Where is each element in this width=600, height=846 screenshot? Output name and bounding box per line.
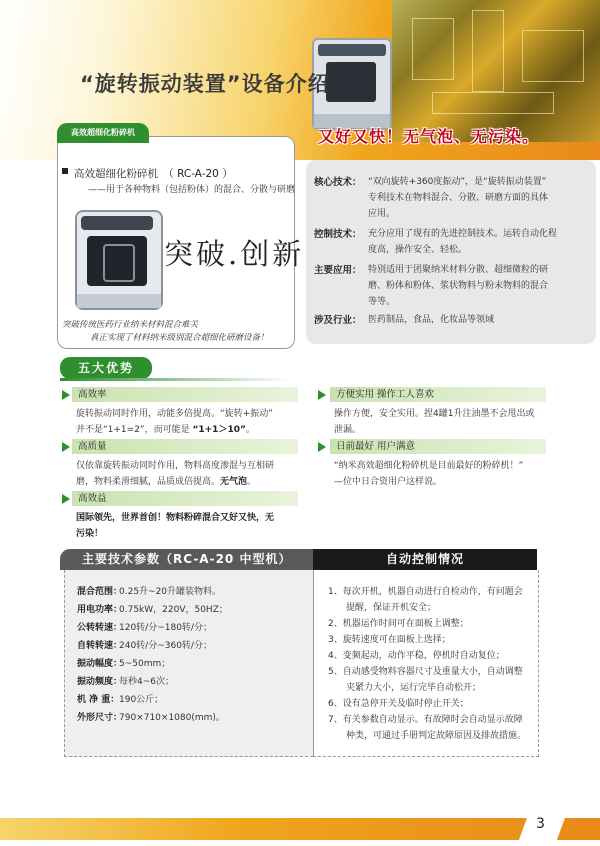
- param-key: 自转转速：: [77, 641, 123, 651]
- product-subtitle: ——用于各种物料（包括粉体）的混合、分散与研磨: [88, 185, 296, 195]
- param-value: 120转/分~180转/分；: [119, 623, 212, 633]
- advantage-tail: 。: [245, 425, 255, 435]
- advantage-line: 操作方便，安全实用。捏4罐1升注油墨不会甩出或: [334, 409, 535, 419]
- auto-line: 2、机器运作时间可在面板上调整；: [328, 619, 469, 629]
- auto-line: 5、自动感受物料容器尺寸及重量大小，自动调整: [328, 667, 523, 677]
- params-box: [64, 570, 313, 757]
- param-key: 混合范围：: [77, 587, 123, 597]
- auto-control-title: 自动控制情况: [313, 549, 537, 570]
- arrow-icon: [318, 442, 326, 452]
- page-title: “旋转振动装置”设备介绍: [80, 72, 330, 96]
- arrow-icon: [62, 494, 70, 504]
- param-row: [77, 692, 163, 705]
- auto-line: 3、旋转速度可在面板上选择；: [328, 635, 451, 645]
- param-row: [77, 656, 170, 669]
- advantage-tail: 。: [247, 477, 257, 487]
- param-row: [77, 638, 212, 651]
- advantage-line-text: 并不是“1+1=2”，而可能是: [76, 425, 190, 435]
- application-line: 特别适用于团聚纳米材料分散、超细微粒的研: [368, 265, 549, 275]
- core-tech-label: 核心技术：: [314, 177, 362, 188]
- auto-line: 6、设有急停开关及临时停止开关；: [328, 699, 469, 709]
- auto-line: 夹紧力大小，运行完毕自动松开；: [328, 683, 482, 693]
- param-value: 0.25升~20升罐装物料。: [119, 587, 222, 597]
- industry-label: 涉及行业：: [314, 315, 362, 326]
- application-label: 主要应用：: [314, 265, 362, 276]
- application-line: 磨、粉体和粉体、浆状物料与粉末物料的混合: [368, 281, 549, 291]
- slogan: 又好又快！无气泡、无污染。: [318, 127, 540, 146]
- arrow-icon: [62, 442, 70, 452]
- advantage-line: 旋转振动同时作用，动能多倍提高。“旋转+振动”: [76, 409, 273, 419]
- advantage-line: [76, 422, 255, 435]
- param-value: 790×710×1080(mm)。: [119, 713, 225, 723]
- product-caption-1: 突破传统医药行业纳米材料混合难关: [62, 320, 199, 330]
- arrow-icon: [62, 390, 70, 400]
- param-key: 外形尺寸：: [77, 713, 123, 723]
- advantage-emphasis: “1+1＞10”: [192, 425, 246, 435]
- control-tech-line: 度高，操作安全、轻松。: [368, 245, 468, 255]
- auto-line: 4、变频起动，动作平稳，停机时自动复位；: [328, 651, 505, 661]
- param-row: [77, 584, 221, 597]
- factory-photo: [392, 0, 600, 142]
- param-value: 190公斤；: [119, 695, 164, 705]
- param-key: 振动幅度：: [77, 659, 123, 669]
- advantage-emphasis: 无气泡: [220, 477, 248, 487]
- param-value: 5~50mm；: [119, 659, 171, 669]
- param-value: 每秒4~6次；: [119, 677, 174, 687]
- advantage-line: “纳米高效超细化粉碎机是目前最好的粉碎机！”: [334, 461, 524, 471]
- advantage-head: 方便实用 操作工人喜欢: [330, 387, 546, 402]
- auto-line: 1、每次开机，机器自动进行自检动作，有问题会: [328, 587, 523, 597]
- advantage-line: —位中日合资用户这样说。: [334, 477, 443, 487]
- advantage-line: [76, 474, 256, 487]
- control-tech-line: 充分应用了现有的先进控制技术。运转自动化程: [368, 229, 558, 239]
- advantage-line: 仅依靠旋转振动同时作用，物料高度渗混与互相研: [76, 461, 275, 471]
- product-name: 高效超细化粉碎机 （ RC-A-20 ）: [74, 168, 233, 180]
- param-value: 240转/分~360转/分；: [119, 641, 212, 651]
- auto-control-box: [313, 570, 539, 757]
- param-value: 0.75kW，220V，50HZ；: [119, 605, 228, 615]
- product-tab: 高效超细化粉碎机: [57, 123, 149, 143]
- bullet-icon: [62, 168, 68, 174]
- advantage-line: 污染！: [76, 529, 104, 539]
- arrow-icon: [318, 390, 326, 400]
- industry-text: 医药制品，食品，化妆品等领域: [368, 315, 495, 325]
- advantage-line-text: 磨，物料柔滑细腻，品质成倍提高。: [76, 477, 221, 487]
- param-key: 用电功率：: [77, 605, 123, 615]
- advantages-title: 五大优势: [60, 357, 152, 379]
- param-key: 振动频度：: [77, 677, 123, 687]
- application-line: 等等。: [368, 297, 396, 307]
- tech-panel: [306, 160, 596, 344]
- core-tech-line: 专利技术在物料混合、分散、研磨方面的具体: [368, 193, 549, 203]
- param-key: 机 净 重：: [77, 695, 120, 705]
- breakthrough-text: 突破.创新: [164, 237, 305, 271]
- product-caption-2: 真正实现了材料纳米级别混合超细化研磨设备！: [90, 333, 269, 343]
- advantages-rule: [60, 378, 290, 381]
- core-tech-line: “双向旋转+360度振动”，是“旋转振动装置”: [368, 177, 547, 187]
- param-row: [77, 602, 228, 615]
- advantage-head: 高效益: [72, 491, 298, 506]
- params-title: 主要技术参数（RC-A-20 中型机）: [60, 549, 313, 570]
- advantage-head: 日前最好 用户满意: [330, 439, 546, 454]
- advantage-head: 高效率: [72, 387, 298, 402]
- advantage-head: 高质量: [72, 439, 298, 454]
- param-row: [77, 710, 225, 723]
- param-key: 公转转速：: [77, 623, 123, 633]
- param-row: [77, 620, 212, 633]
- advantage-line: 国际领先，世界首创！物料粉碎混合又好又快，无: [76, 513, 275, 523]
- footer-bar: [0, 818, 600, 840]
- param-row: [77, 674, 174, 687]
- core-tech-line: 应用。: [368, 209, 396, 219]
- machine-photo: [75, 210, 163, 310]
- auto-line: 提醒，保证开机安全；: [328, 603, 437, 613]
- auto-line: 7、有关参数自动显示。有故障时会自动显示故障: [328, 715, 523, 725]
- page-number: 3: [536, 816, 545, 832]
- advantage-line: 泄漏。: [334, 425, 362, 435]
- control-tech-label: 控制技术：: [314, 229, 362, 240]
- auto-line: 种类，可通过手册判定故障原因及排故措施。: [328, 731, 527, 741]
